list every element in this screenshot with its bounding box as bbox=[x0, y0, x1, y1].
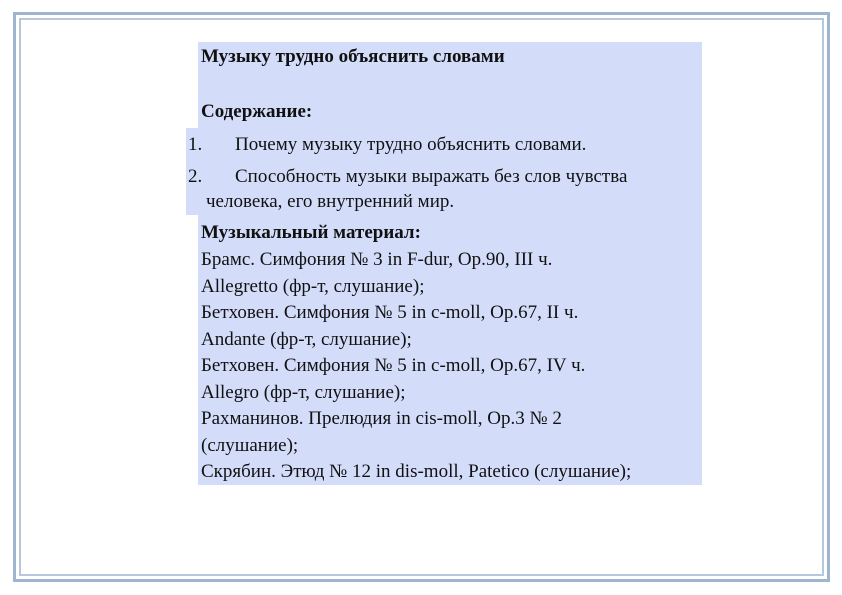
list-item-text: Способность музыки выражать без слов чувства bbox=[235, 166, 628, 187]
page-title: Музыку трудно объяснить словами bbox=[201, 46, 505, 67]
material-line: (слушание); bbox=[201, 435, 299, 456]
material-line: Andante (фр-т, слушание); bbox=[201, 329, 412, 350]
list-item-number: 1. bbox=[188, 134, 203, 155]
material-line: Allegro (фр-т, слушание); bbox=[201, 382, 406, 403]
material-line: Allegretto (фр-т, слушание); bbox=[201, 276, 425, 297]
list-item-text: Почему музыку трудно объяснить словами. bbox=[235, 134, 587, 155]
material-line: Брамс. Симфония № 3 in F-dur, Op.90, III ч. bbox=[201, 249, 553, 270]
contents-heading: Содержание: bbox=[201, 101, 313, 122]
list-item-number: 2. bbox=[188, 166, 203, 187]
list-item-text-continued: человека, его внутренний мир. bbox=[206, 191, 455, 212]
material-line: Рахманинов. Прелюдия in cis-moll, Op.3 № 2 bbox=[201, 408, 562, 429]
material-line: Скрябин. Этюд № 12 in dis-moll, Patetico (слушание); bbox=[201, 461, 632, 482]
material-heading: Музыкальный материал: bbox=[201, 222, 421, 243]
material-line: Бетховен. Симфония № 5 in c-moll, Op.67, II ч. bbox=[201, 302, 579, 323]
material-line: Бетховен. Симфония № 5 in c-moll, Op.67, IV ч. bbox=[201, 355, 586, 376]
